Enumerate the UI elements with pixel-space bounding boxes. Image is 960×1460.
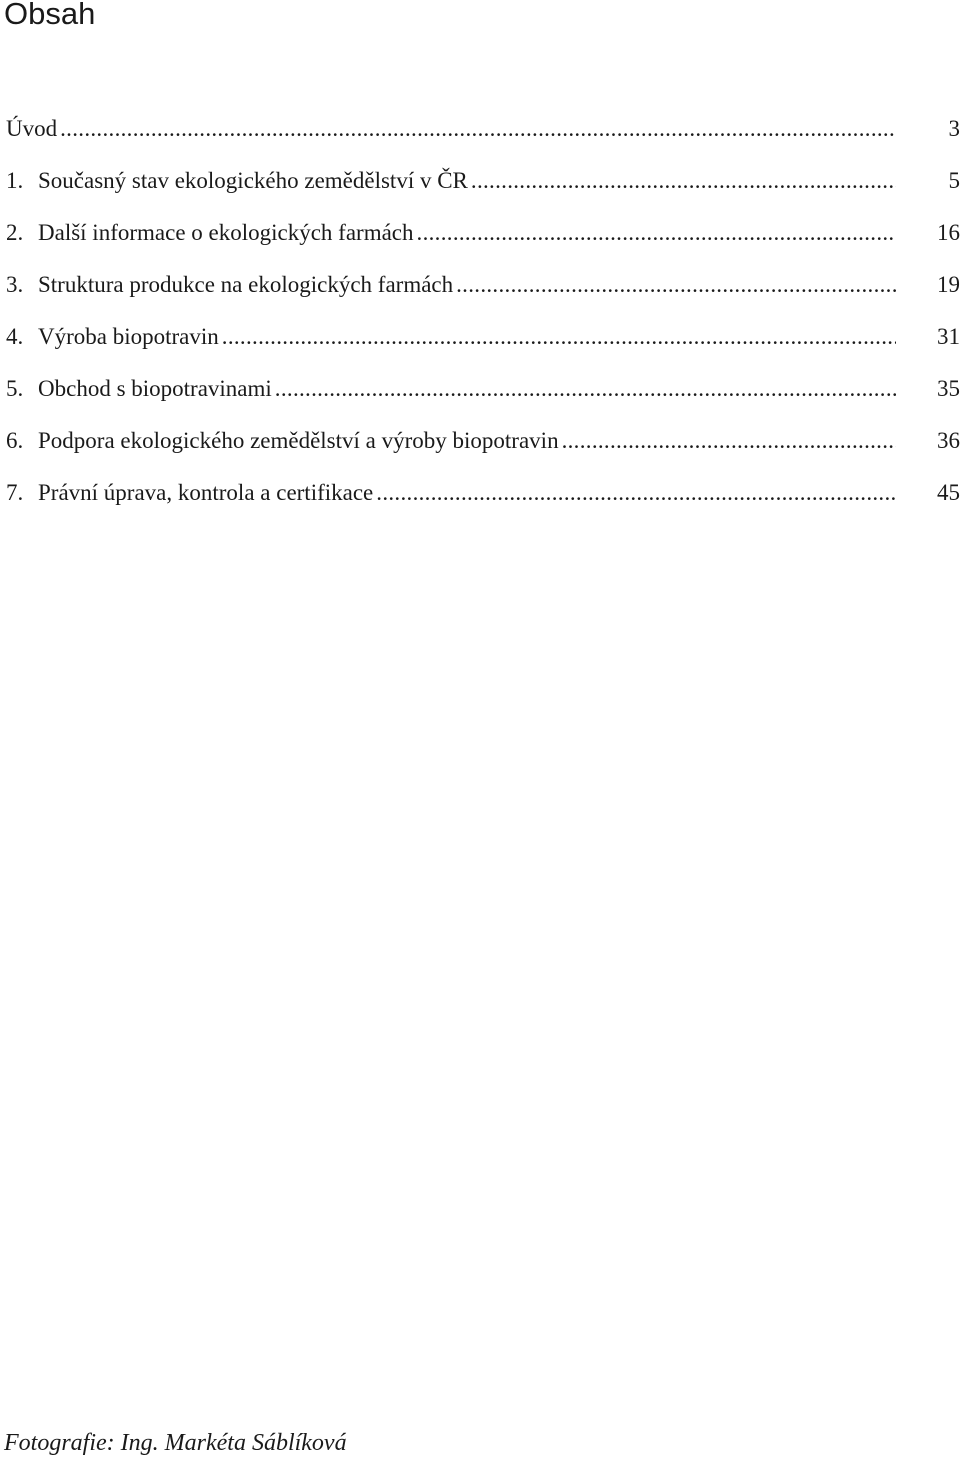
toc-entry-4[interactable] [6,311,960,363]
toc-entry-number: 6. [6,428,24,453]
toc-page-number: 35 [937,376,960,401]
toc-dot-leader [471,155,896,207]
toc-page-number: 5 [948,168,960,193]
toc-entry-number: 4. [6,324,24,349]
toc-entry-number: 5. [6,376,24,401]
toc-entry-label: Struktura produkce na ekologických farmách [38,272,454,297]
toc-dot-leader [417,207,896,259]
toc-dot-leader [562,415,896,467]
toc-entry-1[interactable] [6,155,960,207]
toc-page-number: 45 [937,480,960,505]
toc-entry-label: Podpora ekologického zemědělství a výroby biopotravin [38,428,559,453]
page-title: Obsah [4,0,96,31]
photo-credit: Fotografie: Ing. Markéta Sáblíková [4,1430,347,1456]
toc-entry-label: Právní úprava, kontrola a certifikace [38,480,374,505]
toc-entry-number: 3. [6,272,24,297]
toc-entry-label: Výroba biopotravin [38,324,219,349]
toc-entry-label: Obchod s biopotravinami [38,376,272,401]
table-of-contents [6,103,960,519]
toc-entry-5[interactable] [6,363,960,415]
toc-entry-number: 7. [6,480,24,505]
toc-dot-leader [60,103,896,155]
toc-entry-label: Úvod [6,116,58,141]
toc-page-number: 36 [937,428,960,453]
toc-entry-uvod[interactable] [6,103,960,155]
toc-entry-3[interactable] [6,259,960,311]
toc-entry-label: Současný stav ekologického zemědělství v ČR [38,168,468,193]
toc-page-number: 3 [948,116,960,141]
toc-page-number: 16 [937,220,960,245]
toc-page-number: 31 [937,324,960,349]
toc-dot-leader [376,467,896,519]
toc-entry-7[interactable] [6,467,960,519]
toc-dot-leader [275,363,896,415]
toc-page-number: 19 [937,272,960,297]
toc-entry-6[interactable] [6,415,960,467]
toc-entry-number: 1. [6,168,24,193]
toc-entry-2[interactable] [6,207,960,259]
toc-entry-label: Další informace o ekologických farmách [38,220,414,245]
toc-entry-number: 2. [6,220,24,245]
toc-dot-leader [222,311,896,363]
toc-dot-leader [456,259,896,311]
